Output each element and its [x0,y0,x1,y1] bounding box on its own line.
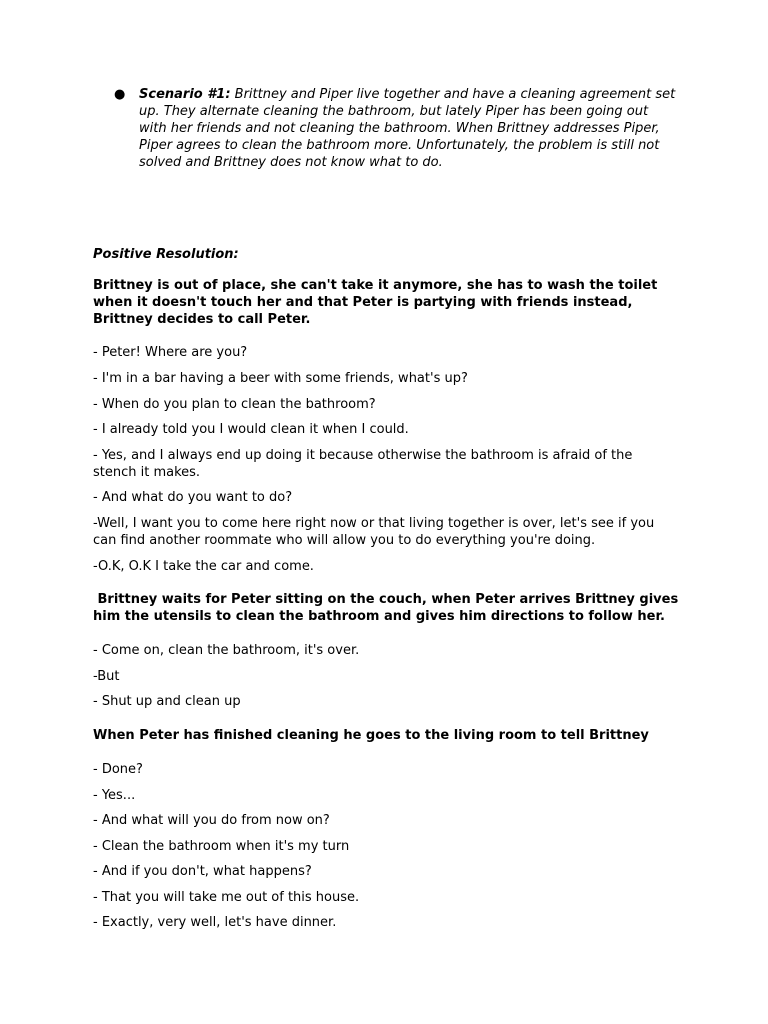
dialogue-line: -But [93,669,120,684]
scenario-label: Scenario #1: [139,87,231,102]
dialogue-line: - Yes, and I always end up doing it because otherwise the bathroom is afraid of the [93,448,633,463]
dialogue-line: - And what will you do from now on? [93,813,330,828]
dialogue-line: - Exactly, very well, let's have dinner. [93,915,337,930]
dialogue-line: - And what do you want to do? [93,490,293,505]
scenario-line: with her friends and not cleaning the bathroom. When Brittney addresses Piper, [139,121,660,136]
scenario-line: Brittney and Piper live together and have a cleaning agreement set [234,87,676,102]
dialogue-line: stench it makes. [93,465,201,480]
dialogue-line: - That you will take me out of this house. [93,890,360,905]
dialogue-line: can find another roommate who will allow you to do everything you're doing. [93,533,596,548]
dialogue-line: - Shut up and clean up [93,694,241,709]
intro-line: when it doesn't touch her and that Peter is partying with friends instead, [93,295,633,310]
dialogue-line: -Well, I want you to come here right now or that living together is over, let's see if you [93,516,655,531]
scenario-text [139,86,679,171]
dialogue-line: - I'm in a bar having a beer with some friends, what's up? [93,371,468,386]
dialogue-line: - Yes... [93,788,136,803]
dialogue-line: - Peter! Where are you? [93,345,248,360]
dialogue-line: - And if you don't, what happens? [93,864,312,879]
bullet-icon: ● [114,87,126,102]
dialogue-line: - Done? [93,762,143,777]
scenario-line: Piper agrees to clean the bathroom more. Unfortunately, the problem is still not [139,138,660,153]
scenario-line: up. They alternate cleaning the bathroom, but lately Piper has been going out [139,104,649,119]
dialogue-line: - I already told you I would clean it when I could. [93,422,409,437]
dialogue-line: - Clean the bathroom when it's my turn [93,839,350,854]
section-heading: Positive Resolution: [93,247,239,262]
narration-line: him the utensils to clean the bathroom and gives him directions to follow her. [93,609,665,624]
narration-line: Brittney waits for Peter sitting on the couch, when Peter arrives Brittney gives [93,592,679,607]
scenario-line: solved and Brittney does not know what to do. [139,155,443,170]
dialogue-line: -O.K, O.K I take the car and come. [93,559,314,574]
narration-line: When Peter has finished cleaning he goes to the living room to tell Brittney [93,728,649,743]
intro-line: Brittney is out of place, she can't take it anymore, she has to wash the toilet [93,278,658,293]
dialogue-line: - Come on, clean the bathroom, it's over. [93,643,360,658]
intro-line: Brittney decides to call Peter. [93,312,311,327]
dialogue-line: - When do you plan to clean the bathroom? [93,397,376,412]
